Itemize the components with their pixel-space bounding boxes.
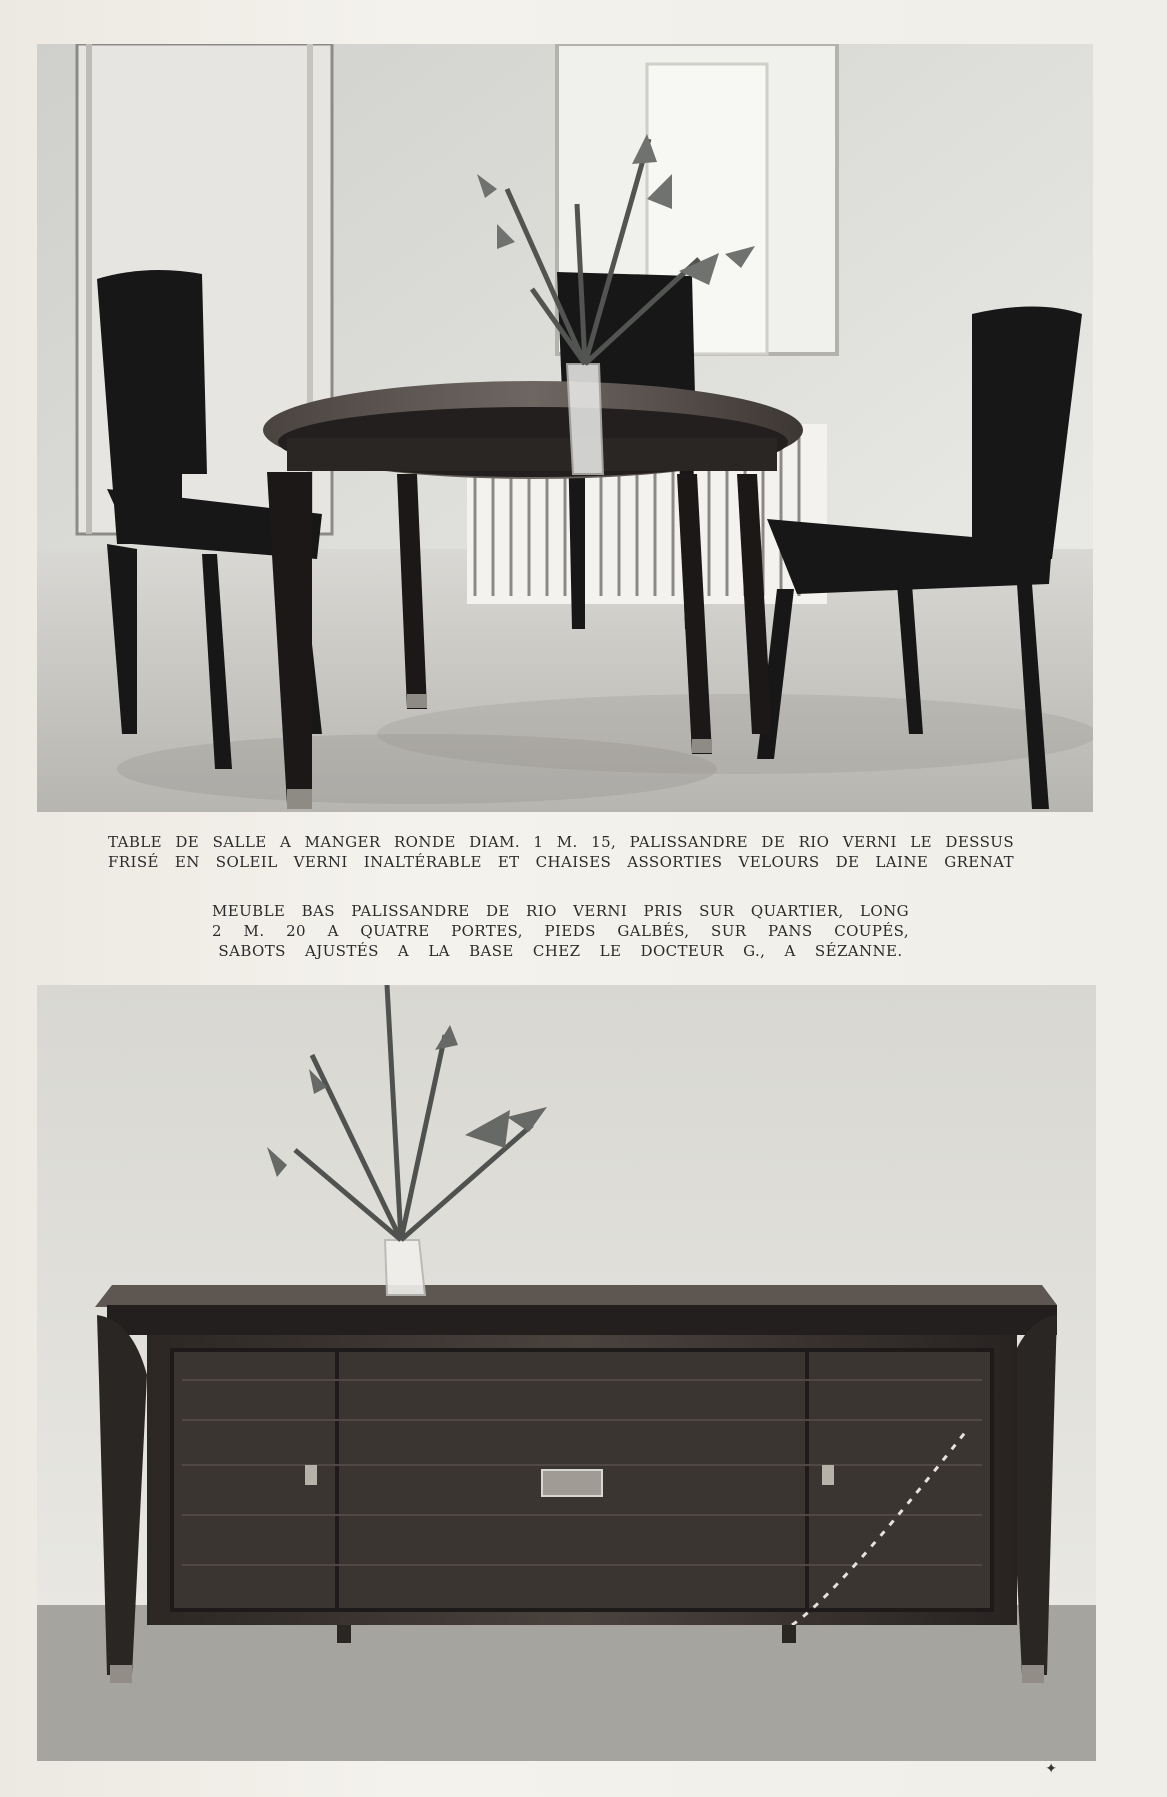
page-mark: ✦ bbox=[1045, 1761, 1057, 1777]
dining-room-illustration bbox=[37, 44, 1093, 812]
sideboard-photo bbox=[37, 985, 1096, 1761]
dining-set-photo bbox=[37, 44, 1093, 812]
sideboard-illustration bbox=[37, 985, 1096, 1761]
caption-bottom-line-1: MEUBLE BAS PALISSANDRE DE RIO VERNI PRIS SUR QUARTIER, LONG bbox=[212, 902, 909, 920]
caption-top bbox=[108, 832, 1014, 872]
sideboard-icon bbox=[95, 1285, 1057, 1683]
caption-bottom bbox=[212, 901, 909, 961]
caption-bottom-line-3: SABOTS AJUSTÉS A LA BASE CHEZ LE DOCTEUR G., A SÉZANNE. bbox=[218, 942, 903, 960]
caption-top-line-1: TABLE DE SALLE A MANGER RONDE DIAM. 1 M. 15, PALISSANDRE DE RIO VERNI LE DESSUS bbox=[108, 833, 1014, 851]
caption-top-line-2: FRISÉ EN SOLEIL VERNI INALTÉRABLE ET CHAISES ASSORTIES VELOURS DE LAINE GRENAT bbox=[108, 853, 1014, 871]
caption-bottom-line-2: 2 M. 20 A QUATRE PORTES, PIEDS GALBÉS, SUR PANS COUPÉS, bbox=[212, 922, 909, 940]
